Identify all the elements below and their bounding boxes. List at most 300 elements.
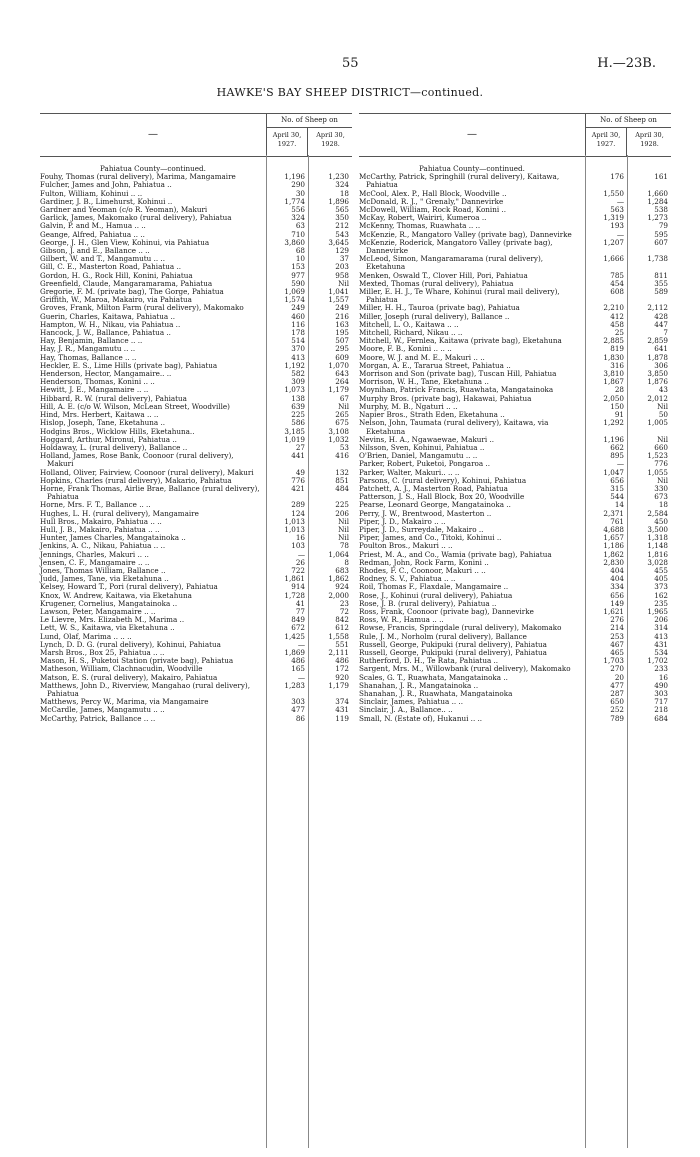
sheep-1927: 404 [610, 565, 624, 575]
owner-name: Hughes, L. H. (rural delivery), Mangamaire [40, 508, 199, 518]
owner-name: Lawson, Peter, Mangamaire .. .. [40, 606, 156, 616]
owner-name: Gill, C. E., Masterton Road, Pahiatua .. [40, 262, 182, 272]
sheep-1928: 2,012 [647, 393, 668, 403]
owner-name: Russell, George, Pukipuki (rural delivery), Pahiatua [359, 639, 547, 649]
owner-name: Jensen, C. F., Mangamaire .. .. [40, 557, 150, 567]
column-header [359, 113, 671, 157]
table-row [40, 715, 352, 723]
sheep-1928: 675 [335, 418, 349, 428]
owner-name: McCool, Alex. P., Hall Block, Woodville .. [359, 188, 507, 198]
owner-name: Mexted, Thomas (rural delivery), Pahiatua [359, 278, 514, 288]
table-row [40, 682, 352, 698]
sheep-1927: — [616, 229, 624, 239]
name-column-header: — [359, 114, 586, 156]
sheep-1927: 819 [610, 344, 624, 354]
sheep-1928: 50 [658, 410, 668, 420]
sheep-1927: 289 [291, 500, 305, 510]
sheep-1928: 683 [335, 565, 349, 575]
owner-name: Patchett, A. J., Masterton Road, Pahiatua [359, 483, 508, 493]
sheep-1927: 270 [610, 664, 624, 674]
sheep-1928: 484 [335, 483, 349, 493]
owner-name: Rutherford, D. H., Te Rata, Pahiatua .. [359, 656, 499, 666]
owner-name: Horne, Mrs. F. T., Ballance .. .. [40, 500, 151, 510]
sheep-1928: 538 [654, 205, 668, 215]
sheep-1928: 374 [335, 697, 349, 707]
page-title: HAWKE'S BAY SHEEP DISTRICT—continued. [216, 86, 484, 99]
table-area [40, 113, 674, 1148]
sheep-1927: 77 [295, 606, 305, 616]
sheep-1927: 1,869 [284, 647, 305, 657]
owner-name: McKenzie, R., Mangatoro Valley (private bag), Dannevirke [359, 229, 572, 239]
sheep-1927: 252 [610, 705, 624, 715]
sheep-1927: 214 [610, 623, 624, 633]
sheep-1928: 18 [339, 188, 349, 198]
owner-name: O'Brien, Daniel, Mangamutu .. .. [359, 451, 478, 461]
owner-name: Le Lievre, Mrs. Elizabeth M., Marima .. [40, 615, 185, 625]
sheep-1927: 14 [614, 500, 624, 510]
owner-name: Kelsey, Howard T., Pori (rural delivery), Pahiatua [40, 582, 218, 592]
sheep-1927: 1,196 [603, 434, 624, 444]
sheep-1927: 556 [291, 205, 305, 215]
sheep-1928: 609 [335, 352, 349, 362]
sheep-1927: 225 [291, 410, 305, 420]
owner-name: Rodney, S. V., Pahiatua .. .. [359, 574, 456, 584]
sheep-1927: 26 [295, 557, 305, 567]
sheep-1928: 2,584 [647, 508, 668, 518]
sheep-1927: 722 [291, 565, 305, 575]
sheep-1928: 79 [658, 221, 668, 231]
sheep-1927: 1,019 [284, 434, 305, 444]
owner-name: Holland, James, Rose Bank, Coonoor (rural delivery), Makuri [40, 451, 234, 469]
sheep-1928: 447 [654, 319, 668, 329]
sheep-1928: 1,523 [647, 451, 668, 461]
sheep-1928: 1,055 [647, 467, 668, 477]
sheep-1928: 1,041 [328, 287, 349, 297]
owner-name: Piper, J. D., Makairo .. .. [359, 516, 446, 526]
owner-name: Scales, G. T., Ruawhata, Mangatainoka .. [359, 672, 508, 682]
sheep-1927: 650 [610, 697, 624, 707]
sheep-1928: 551 [335, 639, 349, 649]
sheep-1928: 431 [335, 705, 349, 715]
owner-name: Miller, E. H. J., Te Whare, Kohinui (rural mail delivery), Pahiatua [359, 287, 560, 305]
owner-name: Hunter, James Charles, Mangatainoka .. [40, 533, 186, 543]
sheep-1927: 639 [291, 401, 305, 411]
sheep-1927: 3,185 [284, 426, 305, 436]
sheep-1927: 1,621 [603, 606, 624, 616]
sheep-1927: 1,861 [284, 574, 305, 584]
table-row [359, 715, 671, 723]
county-heading: Pahiatua County—continued. [419, 164, 525, 173]
document-id: H.—23B. [597, 56, 656, 71]
owner-name: Lett, W. S., Kaitawa, via Eketahuna .. [40, 623, 175, 633]
sheep-1928: 2,111 [328, 647, 349, 657]
sheep-1927: 656 [610, 475, 624, 485]
owner-name: George, J. H., Glen View, Kohinui, via Pahiatua [40, 237, 210, 247]
sheep-1928: 486 [335, 656, 349, 666]
sheep-1928: 1,702 [647, 656, 668, 666]
sheep-1927: 1,867 [603, 377, 624, 387]
sheep-1927: 290 [291, 180, 305, 190]
sheep-1928: 373 [654, 582, 668, 592]
sheep-1927: 563 [610, 205, 624, 215]
owner-name: McKenzie, Roderick, Mangatoro Valley (private bag), Dannevirke [359, 237, 553, 256]
sheep-1927: 303 [291, 697, 305, 707]
sheep-1928: 851 [335, 475, 349, 485]
owner-name: McLeod, Simon, Mangaramarama (rural delivery), Eketahuna [359, 254, 544, 272]
owner-name: Rowse, Francis, Springdale (rural delivery), Makomako [359, 623, 562, 633]
owner-name: Morrison, W. H., Tane, Eketahuna .. [359, 377, 489, 387]
sheep-1927: 477 [291, 705, 305, 715]
sheep-1928: 16 [658, 672, 668, 682]
sheep-1928: 53 [339, 442, 349, 452]
sheep-1927: 2,830 [603, 557, 624, 567]
sheep-1928: 324 [335, 180, 349, 190]
owner-name: Mitchell, W., Fernlea, Kaitawa (private bag), Eketahuna [359, 336, 562, 346]
table-row [359, 173, 671, 189]
sheep-1928: 565 [335, 205, 349, 215]
sheep-1927: 1,186 [603, 541, 624, 551]
sheep-1928: 72 [339, 606, 349, 616]
owner-name: Hull, J. B., Makairo, Pahiatua .. .. [40, 524, 160, 534]
sheep-1928: 18 [658, 500, 668, 510]
owner-name: Small, N. (Estate of), Hukanui .. .. [359, 713, 483, 723]
owner-name: Morrison and Son (private bag), Tuscan Hill, Pahiatua [359, 369, 557, 379]
sheep-group-header: No. of Sheep on [267, 114, 352, 128]
owner-name: Napier Bros., Strath Eden, Eketahuna .. [359, 410, 505, 420]
sheep-1928: 1,179 [328, 680, 349, 690]
owner-name: McKenny, Thomas, Ruawhata .. .. [359, 221, 481, 231]
sheep-1928: 450 [654, 516, 668, 526]
table-row [359, 255, 671, 271]
year-1927-header: April 30, 1927. [586, 128, 627, 156]
sheep-1928: 195 [335, 328, 349, 338]
owner-name: Hancock, J. W., Ballance, Pahiatua .. [40, 328, 171, 338]
sheep-1928: 643 [335, 369, 349, 379]
sheep-1928: 1,070 [328, 360, 349, 370]
sheep-1927: 1,292 [603, 418, 624, 428]
owner-name: Hay, Thomas, Ballance .. .. [40, 352, 137, 362]
sheep-1927: 776 [291, 475, 305, 485]
owner-name: Guerin, Charles, Kaitawa, Pahiatua .. [40, 311, 176, 321]
sheep-1927: 413 [291, 352, 305, 362]
sheep-1927: 672 [291, 623, 305, 633]
owner-name: Knox, W. Andrew, Kaitawa, via Eketahuna [40, 590, 192, 600]
sheep-1928: 67 [339, 393, 349, 403]
sheep-1927: 153 [291, 262, 305, 272]
sheep-1928: 249 [335, 303, 349, 313]
sheep-1927: 1,550 [603, 188, 624, 198]
owner-name: McCarthy, Patrick, Springhill (rural delivery), Kaitawa, Pahiatua [359, 172, 560, 190]
owner-name: Roil, Thomas F., Flaxdale, Mangamaire .. [359, 582, 509, 592]
sheep-1927: 1,657 [603, 533, 624, 543]
sheep-1928: 1,318 [647, 533, 668, 543]
sheep-1928: 350 [335, 213, 349, 223]
sheep-1928: 1,032 [328, 434, 349, 444]
sheep-1927: 309 [291, 377, 305, 387]
sheep-1927: 176 [610, 172, 624, 182]
sheep-1927: 149 [610, 598, 624, 608]
sheep-1927: 91 [614, 410, 624, 420]
sheep-1928: 265 [335, 410, 349, 420]
sheep-1928: 717 [654, 697, 668, 707]
sheep-1927: 2,210 [603, 303, 624, 313]
sheep-1928: 3,500 [647, 524, 668, 534]
sheep-1927: 30 [295, 188, 305, 198]
owner-name: Murphy Bros. (private bag), Hakawai, Pahiatua [359, 393, 532, 403]
owner-name: Moore, F. B., Konini .. .. .. [359, 344, 452, 354]
sheep-1927: 3,860 [284, 237, 305, 247]
owner-name: Gardiner, J. B., Limehurst, Kohinui .. [40, 196, 173, 206]
sheep-1927: 10 [295, 254, 305, 264]
sheep-1928: 161 [654, 172, 668, 182]
sheep-1927: 28 [614, 385, 624, 395]
sheep-1927: 1,069 [284, 287, 305, 297]
owner-name: Holland, Oliver, Fairview, Coonoor (rural delivery), Makuri [40, 467, 254, 477]
sheep-1928: 1,005 [647, 418, 668, 428]
sheep-1927: 465 [610, 647, 624, 657]
owner-name: Jenkins, A. C., Nikau, Pahiatua .. .. [40, 541, 166, 551]
sheep-1927: 789 [610, 713, 624, 723]
owner-name: Mason, H. S., Puketoi Station (private bag), Pahiatua [40, 656, 234, 666]
owner-name: Judd, James, Tane, via Eketahuna .. [40, 574, 169, 584]
sheep-1928: 163 [335, 319, 349, 329]
owner-name: Horne, Frank Thomas, Airlie Brae, Ballance (rural delivery), Pahiatua [40, 483, 260, 502]
sheep-1928: 641 [654, 344, 668, 354]
sheep-1927: 3,810 [603, 369, 624, 379]
owner-name: Hoggard, Arthur, Mironui, Pahiatua .. [40, 434, 177, 444]
owner-name: Hampton, W. H., Nikau, via Pahiatua .. [40, 319, 181, 329]
sheep-1927: 287 [610, 689, 624, 698]
owner-name: Parsons, C. (rural delivery), Kohinui, Pahiatua [359, 475, 527, 485]
owner-name: Patterson, J. S., Hall Block, Box 20, Woodville [359, 492, 525, 502]
sheep-1928: 660 [654, 442, 668, 452]
sheep-1927: 914 [291, 582, 305, 592]
sheep-1927: 608 [610, 287, 624, 297]
sheep-group-header: No. of Sheep on [586, 114, 671, 128]
sheep-1927: 20 [614, 672, 624, 682]
sheep-1928: 1,878 [647, 352, 668, 362]
sheep-1928: 162 [654, 590, 668, 600]
owner-name: Priest, M. A., and Co., Wamia (private bag), Pahiatua [359, 549, 552, 559]
owner-name: Galvin, P. and M., Hamua .. .. [40, 221, 146, 231]
sheep-1928: 330 [654, 483, 668, 493]
sheep-1927: — [616, 459, 624, 469]
page-header [0, 56, 700, 72]
owner-name: Nilsson, Sven, Kohinui, Pahiatua .. [359, 442, 485, 452]
sheep-1928: 673 [654, 492, 668, 502]
owner-name: Hull Bros., Makairo, Pahiatua .. .. [40, 516, 162, 526]
table-row [359, 239, 671, 255]
sheep-1928: 206 [654, 615, 668, 625]
owner-name: Gardner and Yeoman (c/o R. Yeoman), Makuri [40, 205, 208, 215]
sheep-1928: 1,896 [328, 196, 349, 206]
sheep-1927: 412 [610, 311, 624, 321]
sheep-1928: 132 [335, 467, 349, 477]
sheep-1927: 977 [291, 270, 305, 280]
sheep-1928: 172 [335, 664, 349, 674]
sheep-1927: 895 [610, 451, 624, 461]
owner-name: Parker, Walter, Makuri.. .. .. [359, 467, 460, 477]
owner-name: Krugener, Cornelius, Mangatainoka .. [40, 598, 178, 608]
owner-name: Menken, Oswald T., Clover Hill, Pori, Pahiatua [359, 270, 528, 280]
sheep-1928: 1,965 [647, 606, 668, 616]
owner-name: Shanahan, J. R., Mangatainoka .. [359, 680, 479, 690]
sheep-1927: 116 [291, 319, 305, 329]
sheep-1927: 249 [291, 303, 305, 313]
sheep-1928: 431 [654, 639, 668, 649]
sheep-1927: 458 [610, 319, 624, 329]
sheep-1928: 119 [335, 713, 349, 723]
sheep-1927: 334 [610, 582, 624, 592]
sheep-1928: 589 [654, 287, 668, 297]
sheep-1928: 924 [335, 582, 349, 592]
sheep-1928: 235 [654, 598, 668, 608]
sheep-1928: 225 [335, 500, 349, 510]
sheep-1928: 1,738 [647, 254, 668, 264]
sheep-1928: Nil [657, 434, 668, 444]
sheep-1928: Nil [338, 516, 349, 526]
sheep-1928: 595 [654, 229, 668, 239]
sheep-1927: — [297, 549, 305, 559]
owner-name: Hodgins Bros., Wicklow Hills, Eketahuna.. [40, 426, 195, 436]
sheep-1927: 2,885 [603, 336, 624, 346]
owner-name: Piper, J. D., Surreydale, Makairo .. [359, 524, 484, 534]
sheep-1928: 37 [339, 254, 349, 264]
sheep-1928: 203 [335, 262, 349, 272]
owner-name: Geange, Alfred, Pahiatua .. .. [40, 229, 145, 239]
sheep-1928: 1,660 [647, 188, 668, 198]
table-row [359, 288, 671, 304]
owner-name: Rhodes, F. C., Coonoor, Makuri .. .. [359, 565, 486, 575]
owner-name: Poulton Bros., Makuri .. .. [359, 541, 453, 551]
sheep-1928: 295 [335, 344, 349, 354]
owner-name: Murphy, M. B., Ngaturi .. .. [359, 401, 458, 411]
sheep-1927: 662 [610, 442, 624, 452]
sheep-1927: 315 [610, 483, 624, 493]
owner-name: Hopkins, Charles (rural delivery), Makario, Pahiatua [40, 475, 232, 485]
sheep-1928: 1,876 [647, 377, 668, 387]
sheep-1927: 1,830 [603, 352, 624, 362]
sheep-1928: 355 [654, 278, 668, 288]
sheep-1927: 404 [610, 574, 624, 584]
sheep-1928: 776 [654, 459, 668, 469]
sheep-1928: 206 [335, 508, 349, 518]
sheep-1927: 467 [610, 639, 624, 649]
owner-name: Moore, W. J. and M. E., Makuri .. .. [359, 352, 485, 362]
sheep-1927: 544 [610, 492, 624, 502]
owner-name: Hislop, Joseph, Tane, Eketahuna .. [40, 418, 166, 428]
sheep-1928: Nil [657, 401, 668, 411]
left-column [40, 113, 352, 1148]
sheep-1928: 2,859 [647, 336, 668, 346]
owner-name: Parker, Robert, Puketoi, Pongaroa .. [359, 459, 490, 469]
sheep-1928: 216 [335, 311, 349, 321]
sheep-1928: 842 [335, 615, 349, 625]
owner-name: Rose, J., Kohinui (rural delivery), Pahiatua [359, 590, 513, 600]
owner-name: Nelson, John, Taumata (rural delivery), Kaitawa, via Eketahuna [359, 418, 549, 436]
sheep-1927: 1,283 [284, 680, 305, 690]
year-1928-header: April 30, 1928. [635, 131, 664, 148]
sheep-1927: 1,207 [603, 237, 624, 247]
owner-name: Henderson, Thomas, Konini .. .. [40, 377, 155, 387]
owner-name: McDowell, William, Rock Road, Konini .. [359, 205, 506, 215]
sheep-1928: 1,273 [647, 213, 668, 223]
sheep-1928: 958 [335, 270, 349, 280]
right-rows [359, 165, 671, 723]
sheep-1927: 421 [291, 483, 305, 493]
sheep-1927: 1,666 [603, 254, 624, 264]
sheep-1928: 1,558 [328, 631, 349, 641]
owner-name: Heckler, E. S., Lime Hills (private bag), Pahiatua [40, 360, 218, 370]
sheep-1927: 103 [291, 541, 305, 551]
year-1928-header: April 30, 1928. [316, 131, 345, 148]
sheep-1927: 16 [295, 533, 305, 543]
owner-name: Sargent, Mrs. M., Willowbank (rural delivery), Makomako [359, 664, 571, 674]
owner-name: Henderson, Hector, Mangamaire.. .. [40, 369, 172, 379]
sheep-1928: 233 [654, 664, 668, 674]
owner-name: Miller, H. H., Tauroa (private bag), Pahiatua [359, 303, 520, 313]
sheep-1928: 129 [335, 246, 349, 256]
sheep-1927: 68 [295, 246, 305, 256]
sheep-1927: 165 [291, 664, 305, 674]
owner-name: Lund, Olaf, Marima .. .. .. [40, 631, 132, 641]
owner-name: Greenfield, Claude, Mangaramarama, Pahiatua [40, 278, 213, 288]
sheep-1928: 405 [654, 574, 668, 584]
sheep-1928: 314 [654, 623, 668, 633]
owner-name: Hay, Benjamin, Ballance .. .. [40, 336, 143, 346]
owner-name: Matson, E. S. (rural delivery), Makairo, Pahiatua [40, 672, 218, 682]
owner-name: Gibson, J. and E., Ballance .. .. [40, 246, 150, 256]
owner-name: Hibbard, R. W. (rural delivery), Pahiatua [40, 393, 187, 403]
sheep-1927: 370 [291, 344, 305, 354]
sheep-1927: 582 [291, 369, 305, 379]
sheep-1928: 78 [339, 541, 349, 551]
sheep-1927: 276 [610, 615, 624, 625]
owner-name: Sinclair, J. A., Ballance.. .. [359, 705, 453, 715]
sheep-1928: 684 [654, 713, 668, 723]
sheep-1928: 1,284 [647, 196, 668, 206]
sheep-1927: — [297, 672, 305, 682]
owner-name: McCarthy, Patrick, Ballance .. .. [40, 713, 156, 723]
sheep-1927: 25 [614, 328, 624, 338]
sheep-1928: 1,230 [328, 172, 349, 182]
sheep-1928: 43 [658, 385, 668, 395]
sheep-1928: 455 [654, 565, 668, 575]
owner-name: Hay, J. R., Mangamutu .. .. [40, 344, 136, 354]
sheep-1928: Nil [657, 475, 668, 485]
table-row [40, 485, 352, 501]
sheep-1927: 324 [291, 213, 305, 223]
owner-name: McKay, Robert, Wairiri, Kumeroa .. [359, 213, 487, 223]
owner-name: Ross, Frank, Coonoor (private bag), Dannevirke [359, 606, 534, 616]
table-row [40, 452, 352, 468]
sheep-1928: 1,064 [328, 549, 349, 559]
owner-name: Miller, Joseph (rural delivery), Ballance .. [359, 311, 510, 321]
sheep-1927: 1,425 [284, 631, 305, 641]
sheep-1928: 306 [654, 360, 668, 370]
sheep-1927: 27 [295, 442, 305, 452]
owner-name: Shanahan, J. R., Ruawhata, Mangatainoka [359, 689, 513, 698]
owner-name: Lynch, D. D. G. (rural delivery), Kohinui, Pahiatua [40, 639, 221, 649]
county-heading: Pahiatua County—continued. [100, 164, 206, 173]
sheep-1927: 1,319 [603, 213, 624, 223]
sheep-1927: — [297, 639, 305, 649]
owner-name: Groves, Frank, Milton Farm (rural delivery), Makomako [40, 303, 244, 313]
sheep-1927: 1,774 [284, 196, 305, 206]
sheep-1928: 1,557 [328, 295, 349, 305]
sheep-1927: 193 [610, 221, 624, 231]
sheep-1928: 23 [339, 598, 349, 608]
